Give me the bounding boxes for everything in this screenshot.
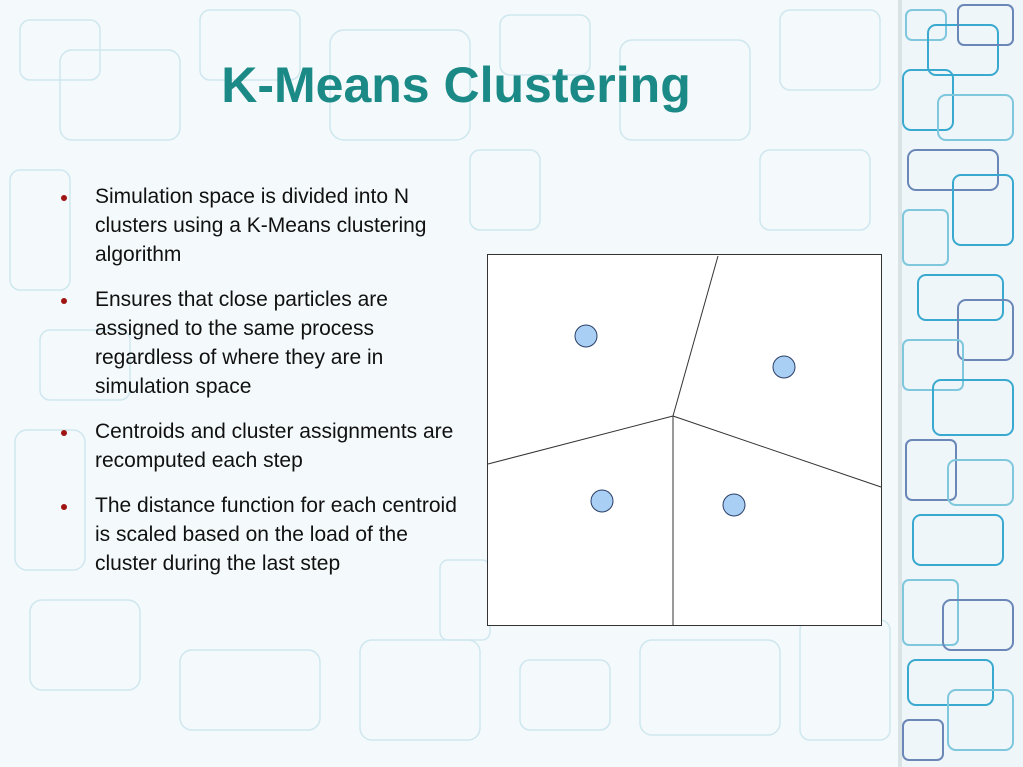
bullet-item bbox=[60, 285, 460, 401]
bullet-text: The distance function for each centroid is scaled based on the load of the cluster during the last step bbox=[95, 494, 457, 575]
bullet-dot-icon bbox=[61, 195, 67, 201]
bullet-text: Simulation space is divided into N clusters using a K-Means clustering algorithm bbox=[95, 185, 427, 266]
centroid-marker bbox=[773, 356, 795, 378]
centroid-marker bbox=[591, 490, 613, 512]
voronoi-cluster-diagram bbox=[487, 254, 882, 626]
bullet-item bbox=[60, 182, 460, 269]
slide-title: K-Means Clustering bbox=[221, 57, 691, 113]
bullet-list bbox=[60, 182, 460, 594]
bullet-text: Centroids and cluster assignments are recomputed each step bbox=[95, 420, 454, 472]
bullet-item bbox=[60, 417, 460, 475]
bullet-text: Ensures that close particles are assigned to the same process regardless of where they are in simulation space bbox=[95, 288, 388, 398]
simulation-space-box bbox=[488, 255, 882, 626]
centroid-marker bbox=[723, 494, 745, 516]
bullet-dot-icon bbox=[61, 298, 67, 304]
bullet-dot-icon bbox=[61, 430, 67, 436]
decorative-right-band bbox=[898, 0, 1023, 767]
bullet-dot-icon bbox=[61, 504, 67, 510]
bullet-item bbox=[60, 491, 460, 578]
centroid-marker bbox=[575, 325, 597, 347]
